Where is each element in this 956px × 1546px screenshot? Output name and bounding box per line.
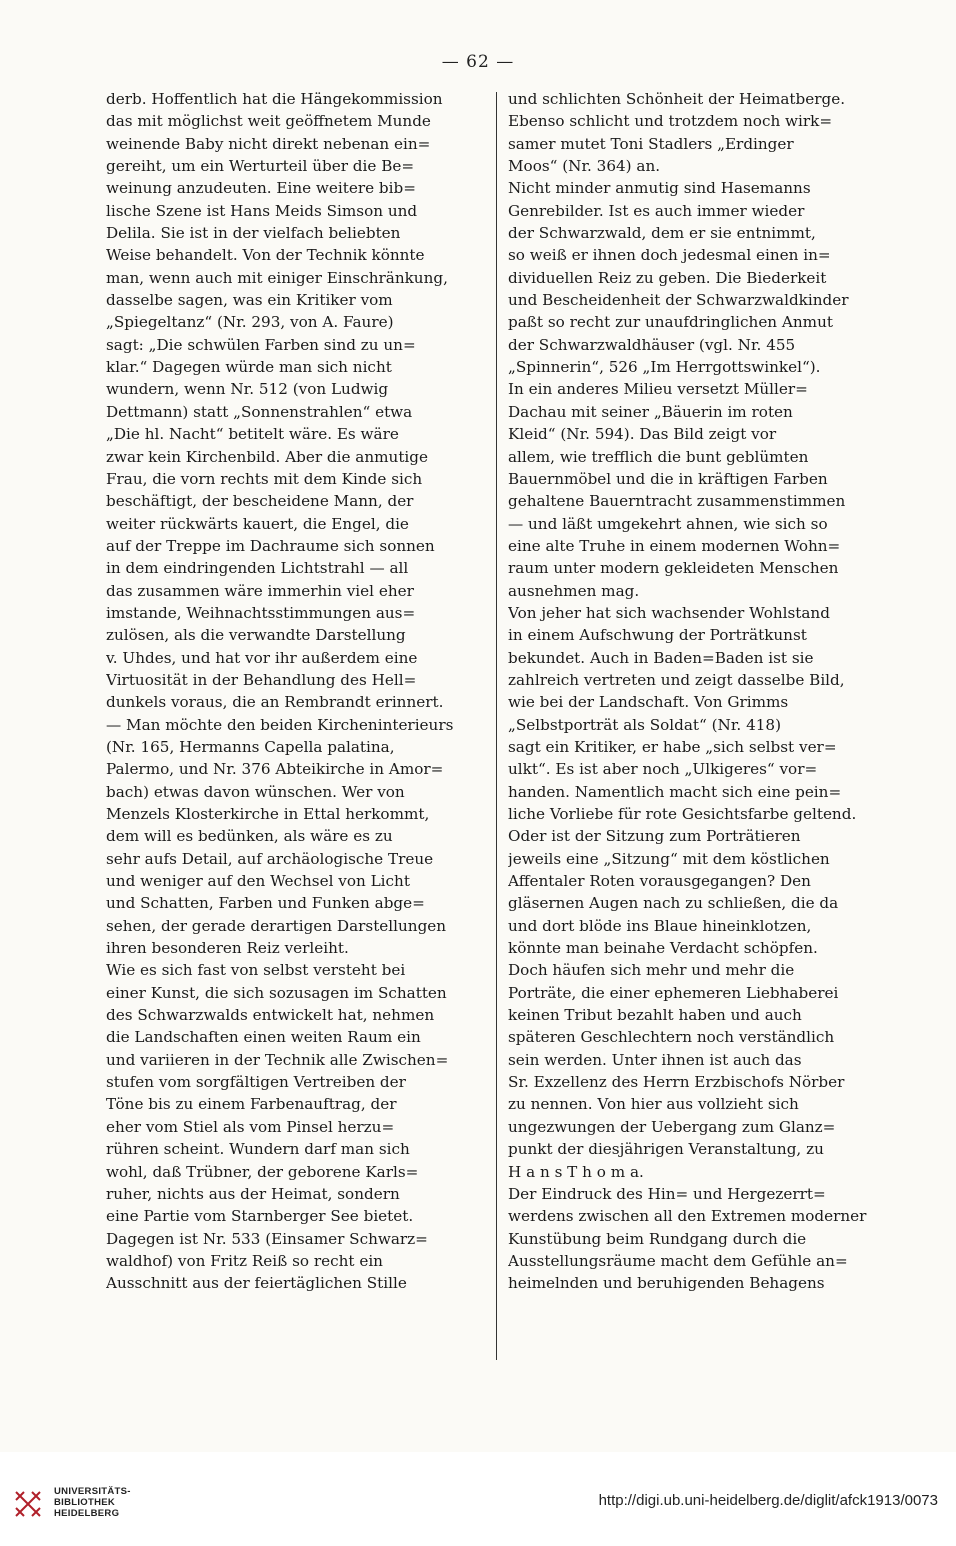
text-line: „Die hl. Nacht“ betitelt wäre. Es wäre	[106, 425, 399, 444]
logo-line: UNIVERSITÄTS-	[54, 1486, 131, 1497]
text-line: Palermo, und Nr. 376 Abteikirche in Amor=	[106, 760, 444, 779]
text-line: v. Uhdes, und hat vor ihr außerdem eine	[106, 648, 418, 667]
text-line: jeweils eine „Sitzung“ mit dem köstlichen	[508, 849, 830, 868]
text-line: Wie es sich fast von selbst versteht bei	[106, 961, 406, 980]
text-line: weinung anzudeuten. Eine weitere bib=	[106, 179, 416, 198]
text-line: Delila. Sie ist in der vielfach beliebten	[106, 224, 401, 243]
text-line: das zusammen wäre immerhin viel eher	[106, 581, 414, 600]
text-line: beschäftigt, der bescheidene Mann, der	[106, 492, 414, 511]
text-line: und dort blöde ins Blaue hineinklotzen,	[508, 916, 812, 935]
text-line: punkt der diesjährigen Veranstaltung, zu	[508, 1140, 824, 1159]
text-line: Porträte, die einer ephemeren Liebhaberei	[508, 983, 839, 1002]
source-url[interactable]: http://digi.ub.uni-heidelberg.de/diglit/afck1913/0073	[598, 1492, 938, 1509]
text-line: liche Vorliebe für rote Gesichtsfarbe geltend.	[508, 805, 857, 823]
text-line: Dagegen ist Nr. 533 (Einsamer Schwarz=	[106, 1229, 428, 1248]
text-line: dunkels voraus, die an Rembrandt erinnert.	[106, 693, 444, 712]
text-line: das mit möglichst weit geöffnetem Munde	[106, 112, 431, 131]
text-line: Dachau mit seiner „Bäuerin im roten	[508, 402, 793, 421]
left-text-column	[106, 88, 486, 1295]
text-line: könnte man beinahe Verdacht schöpfen.	[508, 939, 818, 958]
text-line: Der Eindruck des Hin= und Hergezerrt=	[508, 1184, 826, 1203]
text-line: bach) etwas davon wünschen. Wer von	[106, 782, 405, 801]
text-line: Moos“ (Nr. 364) an.	[508, 157, 661, 176]
text-line: lische Szene ist Hans Meids Simson und	[106, 201, 418, 220]
text-line: einer Kunst, die sich sozusagen im Schatten	[106, 983, 447, 1002]
text-line: zwar kein Kirchenbild. Aber die anmutige	[106, 447, 428, 466]
text-line: der Schwarzwaldhäuser (vgl. Nr. 455	[508, 335, 796, 354]
text-line: und variieren in der Technik alle Zwischen=	[106, 1050, 449, 1069]
text-line: gehaltene Bauerntracht zusammenstimmen	[508, 492, 846, 511]
text-line: allem, wie trefflich die bunt geblümten	[508, 447, 809, 466]
text-line: Bauernmöbel und die in kräftigen Farben	[508, 469, 828, 488]
text-line: des Schwarzwalds entwickelt hat, nehmen	[106, 1006, 435, 1025]
right-text-column	[508, 88, 880, 1295]
text-line: Kleid“ (Nr. 594). Das Bild zeigt vor	[508, 425, 777, 444]
text-line: Menzels Klosterkirche in Ettal herkommt,	[106, 805, 430, 823]
text-line: Genrebilder. Ist es auch immer wieder	[508, 201, 805, 220]
text-line: handen. Namentlich macht sich eine pein=	[508, 782, 842, 801]
text-line: ihren besonderen Reiz verleiht.	[106, 939, 349, 958]
text-line: „Spinnerin“, 526 „Im Herrgottswinkel“).	[508, 358, 821, 377]
text-line: Dettmann) statt „Sonnenstrahlen“ etwa	[106, 402, 413, 421]
library-logo-text	[54, 1486, 131, 1519]
text-line: — Man möchte den beiden Kircheninterieurs	[106, 715, 454, 734]
text-line: Ausstellungsräume macht dem Gefühle an=	[508, 1251, 848, 1270]
text-line: weinende Baby nicht direkt nebenan ein=	[106, 134, 431, 153]
text-line: dem will es bedünken, als wäre es zu	[106, 827, 393, 846]
text-line: der Schwarzwald, dem er sie entnimmt,	[508, 224, 816, 243]
text-line: Nicht minder anmutig sind Hasemanns	[508, 179, 811, 198]
text-line: und schlichten Schönheit der Heimatberge.	[508, 90, 846, 108]
text-line: Oder ist der Sitzung zum Porträtieren	[508, 827, 801, 846]
text-line: rühren scheint. Wundern darf man sich	[106, 1140, 410, 1159]
text-line: dasselbe sagen, was ein Kritiker vom	[106, 291, 393, 310]
text-line: raum unter modern gekleideten Menschen	[508, 559, 839, 578]
text-line: weiter rückwärts kauert, die Engel, die	[106, 514, 409, 533]
text-line: in einem Aufschwung der Porträtkunst	[508, 626, 807, 645]
text-line: ungezwungen der Uebergang zum Glanz=	[508, 1117, 836, 1136]
text-line: eine alte Truhe in einem modernen Wohn=	[508, 536, 841, 555]
text-line: werdens zwischen all den Extremen moderner	[508, 1207, 867, 1226]
text-line: sehr aufs Detail, auf archäologische Treue	[106, 849, 434, 868]
text-line: Kunstübung beim Rundgang durch die	[508, 1229, 807, 1248]
text-line: paßt so recht zur unaufdringlichen Anmut	[508, 313, 833, 332]
text-line: Von jeher hat sich wachsender Wohlstand	[508, 603, 830, 622]
text-line: gläsernen Augen nach zu schließen, die da	[508, 894, 839, 913]
text-line: (Nr. 165, Hermanns Capella palatina,	[106, 737, 395, 756]
text-line: eine Partie vom Starnberger See bietet.	[106, 1207, 414, 1226]
text-line: wundern, wenn Nr. 512 (von Ludwig	[106, 380, 389, 399]
text-line: Doch häufen sich mehr und mehr die	[508, 961, 795, 980]
text-line: klar.“ Dagegen würde man sich nicht	[106, 358, 392, 377]
text-line: und Schatten, Farben und Funken abge=	[106, 894, 425, 913]
text-line: zahlreich vertreten und zeigt dasselbe Bild,	[508, 670, 845, 689]
text-line: Ebenso schlicht und trotzdem noch wirk=	[508, 112, 833, 131]
text-line: ruher, nichts aus der Heimat, sondern	[106, 1184, 400, 1203]
text-line: sein werden. Unter ihnen ist auch das	[508, 1050, 802, 1069]
text-line: Affentaler Roten vorausgegangen? Den	[508, 872, 811, 891]
text-line: späteren Geschlechtern noch verständlich	[508, 1028, 835, 1047]
text-line: waldhof) von Fritz Reiß so recht ein	[106, 1251, 383, 1270]
text-line: eher vom Stiel als vom Pinsel herzu=	[106, 1117, 395, 1136]
text-line: Frau, die vorn rechts mit dem Kinde sich	[106, 469, 423, 488]
text-line: zulösen, als die verwandte Darstellung	[106, 626, 406, 645]
text-line: Sr. Exzellenz des Herrn Erzbischofs Nörber	[508, 1073, 845, 1092]
text-line: In ein anderes Milieu versetzt Müller=	[508, 380, 808, 399]
text-line: ausnehmen mag.	[508, 581, 640, 600]
page-number: — 62 —	[441, 52, 515, 72]
text-line: H a n s T h o m a.	[508, 1162, 644, 1181]
library-logo-icon	[12, 1488, 44, 1520]
text-line: keinen Tribut bezahlt haben und auch	[508, 1006, 802, 1025]
text-line: stufen vom sorgfältigen Vertreiben der	[106, 1073, 406, 1092]
text-line: und Bescheidenheit der Schwarzwaldkinder	[508, 291, 849, 310]
text-line: bekundet. Auch in Baden=Baden ist sie	[508, 648, 814, 667]
text-line: dividuellen Reiz zu geben. Die Biederkeit	[508, 268, 827, 287]
text-line: derb. Hoffentlich hat die Hängekommission	[106, 90, 443, 108]
text-line: samer mutet Toni Stadlers „Erdinger	[508, 134, 794, 153]
text-line: Töne bis zu einem Farbenauftrag, der	[106, 1095, 397, 1114]
text-line: wohl, daß Trübner, der geborene Karls=	[106, 1162, 419, 1181]
text-line: in dem eindringenden Lichtstrahl — all	[106, 559, 409, 578]
text-line: wie bei der Landschaft. Von Grimms	[508, 693, 789, 712]
text-line: die Landschaften einen weiten Raum ein	[106, 1028, 421, 1047]
column-divider	[496, 92, 497, 1360]
text-line: und weniger auf den Wechsel von Licht	[106, 872, 410, 891]
text-line: sagt ein Kritiker, er habe „sich selbst ver=	[508, 737, 837, 756]
logo-line: HEIDELBERG	[54, 1508, 120, 1519]
logo-line: BIBLIOTHEK	[54, 1497, 116, 1508]
text-line: sehen, der gerade derartigen Darstellungen	[106, 916, 447, 935]
text-line: sagt: „Die schwülen Farben sind zu un=	[106, 335, 416, 354]
text-line: gereiht, um ein Werturteil über die Be=	[106, 157, 415, 176]
text-line: Weise behandelt. Von der Technik könnte	[106, 246, 425, 265]
text-line: ulkt“. Es ist aber noch „Ulkigeres“ vor=	[508, 760, 818, 779]
text-line: imstande, Weihnachtsstimmungen aus=	[106, 603, 416, 622]
text-line: „Spiegeltanz“ (Nr. 293, von A. Faure)	[106, 313, 394, 332]
text-line: so weiß er ihnen doch jedesmal einen in=	[508, 246, 831, 265]
text-line: — und läßt umgekehrt ahnen, wie sich so	[508, 514, 828, 533]
footer-bar	[0, 1452, 956, 1546]
text-line: Ausschnitt aus der feiertäglichen Stille	[106, 1274, 407, 1293]
text-line: auf der Treppe im Dachraume sich sonnen	[106, 536, 435, 555]
text-line: Virtuosität in der Behandlung des Hell=	[106, 670, 417, 689]
text-line: zu nennen. Von hier aus vollzieht sich	[508, 1095, 799, 1114]
text-line: man, wenn auch mit einiger Einschränkung,	[106, 268, 448, 287]
text-line: heimelnden und beruhigenden Behagens	[508, 1274, 825, 1293]
text-line: „Selbstporträt als Soldat“ (Nr. 418)	[508, 715, 781, 734]
